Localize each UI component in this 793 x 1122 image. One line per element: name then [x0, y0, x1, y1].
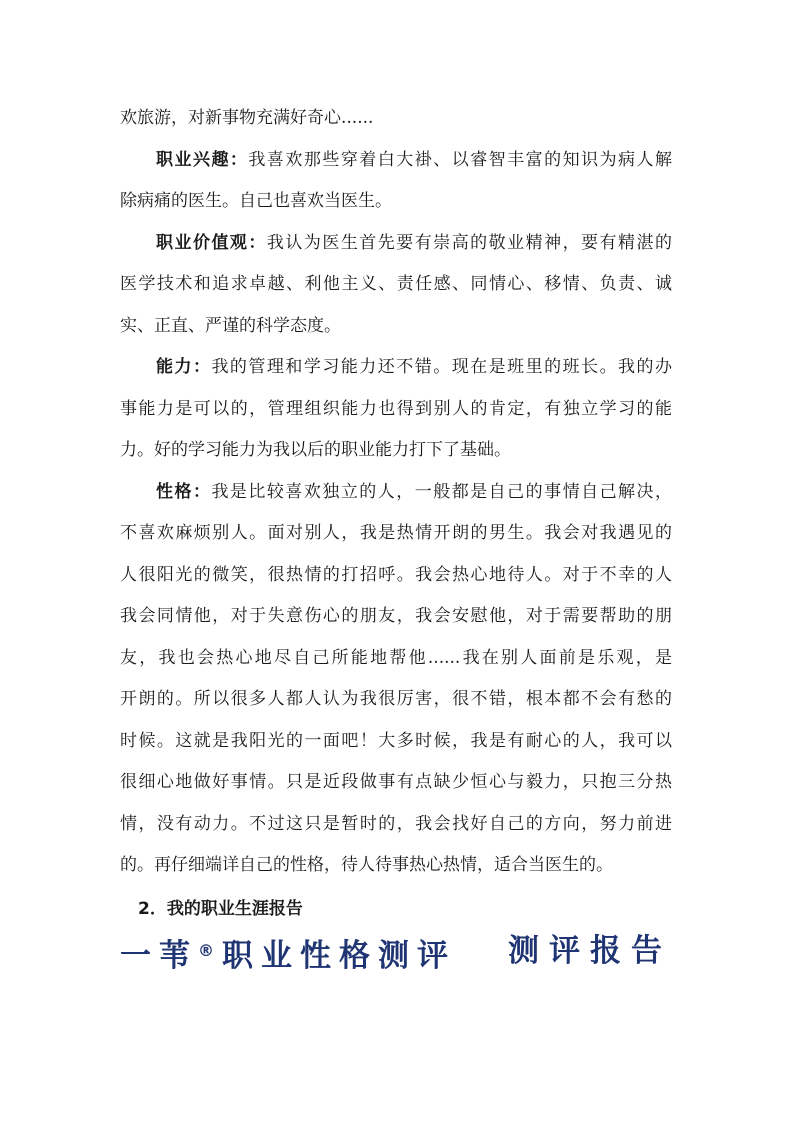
text-line: 欢旅游，对新事物充满好奇心...... [120, 108, 374, 128]
text-line: 开朗的。所以很多人都人认为我很厉害，很不错，根本都不会有愁的 [120, 689, 672, 709]
banner-brand: 一苇 [120, 938, 198, 974]
banner-test-name: 职业性格测评 [222, 938, 456, 974]
text-span: 我是比较喜欢独立的人，一般都是自己的事情自己解决， [211, 482, 673, 502]
text-line: 很细心地做好事情。只是近段做事有点缺少恒心与毅力，只抱三分热 [120, 772, 672, 792]
text-line: 除病痛的医生。自己也喜欢当医生。 [120, 191, 392, 211]
interest-paragraph-line [156, 149, 672, 171]
text-line: 医学技术和追求卓越、利他主义、责任感、同情心、移情、负责、诚 [120, 274, 672, 294]
value-paragraph-line [156, 232, 672, 254]
text-line: 不喜欢麻烦别人。面对别人，我是热情开朗的男生。我会对我遇见的 [120, 523, 672, 543]
text-line: 友，我也会热心地尽自己所能地帮他......我在别人面前是乐观，是 [120, 648, 672, 668]
value-label: 职业价值观： [156, 233, 267, 253]
personality-paragraph-line [156, 481, 672, 503]
ability-paragraph-line [156, 356, 672, 378]
text-span: 我认为医生首先要有崇高的敬业精神，要有精湛的 [266, 233, 673, 253]
text-line: 情，没有动力。不过这只是暂时的，我会找好自己的方向，努力前进 [120, 814, 672, 834]
text-span: 我的管理和学习能力还不错。现在是班里的班长。我的办 [211, 357, 673, 377]
text-line: 我会同情他，对于失意伤心的朋友，我会安慰他，对于需要帮助的朋 [120, 606, 672, 626]
text-span: 我喜欢那些穿着白大褂、以睿智丰富的知识为病人解 [248, 150, 673, 170]
report-banner-title [120, 926, 672, 976]
text-line: 人很阳光的微笑，很热情的打招呼。我会热心地待人。对于不幸的人 [120, 565, 672, 585]
text-line: 事能力是可以的，管理组织能力也得到别人的肯定，有独立学习的能 [120, 399, 672, 419]
text-line: 实、正直、严谨的科学态度。 [120, 316, 341, 336]
text-line: 力。好的学习能力为我以后的职业能力打下了基础。 [120, 440, 511, 460]
ability-label: 能力： [156, 357, 212, 377]
registered-mark: ® [198, 941, 222, 960]
banner-left [120, 926, 456, 976]
interest-label: 职业兴趣： [156, 150, 249, 170]
personality-label: 性格： [156, 482, 212, 502]
text-line: 时候。这就是我阳光的一面吧！大多时候，我是有耐心的人，我可以 [120, 731, 672, 751]
section-heading: 2．我的职业生涯报告 [138, 899, 303, 919]
banner-report-label: 测评报告 [508, 933, 672, 969]
text-line: 的。再仔细端详自己的性格，待人待事热心热情，适合当医生的。 [120, 855, 613, 875]
